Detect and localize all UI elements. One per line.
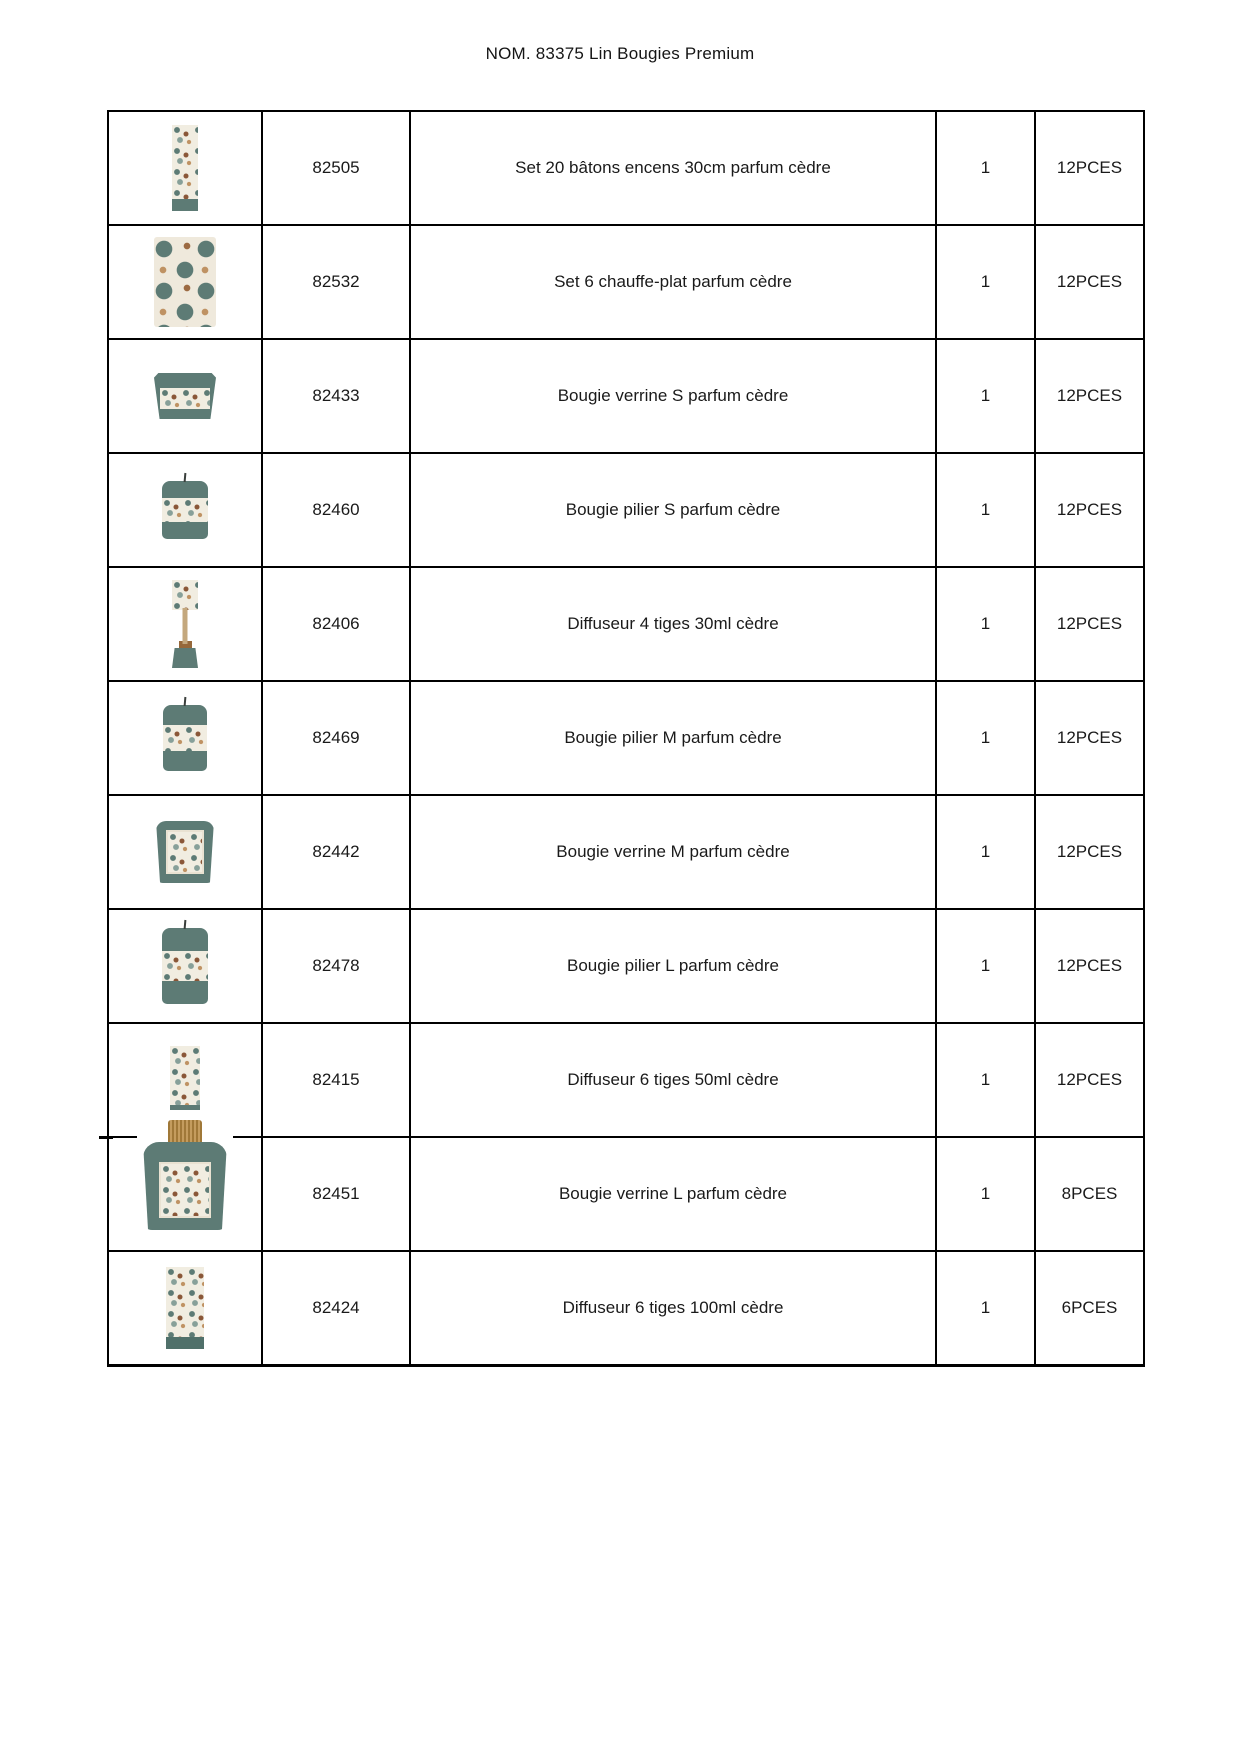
table-row xyxy=(108,567,1144,681)
product-packaging: 12PCES xyxy=(1035,795,1144,909)
product-packaging: 12PCES xyxy=(1035,225,1144,339)
product-image-part xyxy=(184,473,187,482)
product-image-part xyxy=(184,697,187,706)
product-packaging: 12PCES xyxy=(1035,339,1144,453)
product-image-tealight-set-box xyxy=(154,237,216,327)
product-image-part xyxy=(166,830,204,874)
product-image-part xyxy=(183,608,188,644)
product-image-reed-diffuser-30ml xyxy=(170,580,200,668)
product-image-cell xyxy=(108,1251,262,1366)
product-image-cell xyxy=(108,453,262,567)
product-packaging: 6PCES xyxy=(1035,1251,1144,1366)
product-quantity: 1 xyxy=(936,339,1035,453)
product-code: 82451 xyxy=(262,1137,410,1251)
product-description: Bougie pilier S parfum cèdre xyxy=(410,453,936,567)
product-description: Bougie verrine L parfum cèdre xyxy=(410,1137,936,1251)
product-image-verrine-jar-m xyxy=(156,821,214,883)
product-description: Diffuseur 6 tiges 50ml cèdre xyxy=(410,1023,936,1137)
product-image-cell xyxy=(108,681,262,795)
product-description: Bougie pilier L parfum cèdre xyxy=(410,909,936,1023)
product-image-diffuser-box-50ml xyxy=(170,1046,200,1114)
product-code: 82532 xyxy=(262,225,410,339)
product-code: 82433 xyxy=(262,339,410,453)
table-row xyxy=(108,795,1144,909)
product-image-cell xyxy=(108,909,262,1023)
product-code: 82478 xyxy=(262,909,410,1023)
product-image-part xyxy=(184,920,187,929)
table-row xyxy=(108,1137,1144,1251)
product-image-cell xyxy=(108,111,262,225)
product-image-part xyxy=(160,388,210,409)
product-table xyxy=(107,110,1145,1367)
product-quantity: 1 xyxy=(936,453,1035,567)
product-image-pillar-candle-l xyxy=(162,928,208,1004)
product-code: 82424 xyxy=(262,1251,410,1366)
product-quantity: 1 xyxy=(936,909,1035,1023)
product-quantity: 1 xyxy=(936,225,1035,339)
product-quantity: 1 xyxy=(936,1023,1035,1137)
table-body xyxy=(108,111,1144,1366)
product-image-cell xyxy=(108,567,262,681)
product-image-verrine-jar-s xyxy=(154,373,216,419)
product-packaging: 12PCES xyxy=(1035,681,1144,795)
product-image-part xyxy=(172,580,198,610)
product-code: 82406 xyxy=(262,567,410,681)
product-image-part xyxy=(172,648,198,668)
product-packaging: 8PCES xyxy=(1035,1137,1144,1251)
product-image-incense-sticks-box xyxy=(172,125,198,211)
product-packaging: 12PCES xyxy=(1035,567,1144,681)
product-packaging: 12PCES xyxy=(1035,111,1144,225)
table-row xyxy=(108,1251,1144,1366)
product-packaging: 12PCES xyxy=(1035,1023,1144,1137)
product-image-part xyxy=(159,1162,211,1218)
product-quantity: 1 xyxy=(936,681,1035,795)
product-description: Diffuseur 4 tiges 30ml cèdre xyxy=(410,567,936,681)
product-image-part xyxy=(166,1337,204,1349)
product-description: Bougie verrine S parfum cèdre xyxy=(410,339,936,453)
product-description: Bougie pilier M parfum cèdre xyxy=(410,681,936,795)
product-quantity: 1 xyxy=(936,1251,1035,1366)
product-image-part xyxy=(168,1120,202,1144)
product-packaging: 12PCES xyxy=(1035,453,1144,567)
product-quantity: 1 xyxy=(936,111,1035,225)
table-row xyxy=(108,225,1144,339)
table-row xyxy=(108,111,1144,225)
product-description: Diffuseur 6 tiges 100ml cèdre xyxy=(410,1251,936,1366)
table-row xyxy=(108,681,1144,795)
table-row xyxy=(108,1023,1144,1137)
page-title: NOM. 83375 Lin Bougies Premium xyxy=(485,44,755,63)
product-image-pillar-candle-m xyxy=(163,705,207,771)
product-image-part xyxy=(162,498,208,521)
product-description: Bougie verrine M parfum cèdre xyxy=(410,795,936,909)
product-image-part xyxy=(163,725,207,751)
table-row xyxy=(108,909,1144,1023)
product-code: 82505 xyxy=(262,111,410,225)
product-image-cell xyxy=(108,795,262,909)
table-row xyxy=(108,339,1144,453)
product-image-cell xyxy=(108,225,262,339)
product-image-part xyxy=(162,951,208,981)
product-code: 82469 xyxy=(262,681,410,795)
product-image-pillar-candle-s xyxy=(162,481,208,539)
table-row xyxy=(108,453,1144,567)
product-image-diffuser-box-100ml xyxy=(166,1267,204,1349)
product-description: Set 20 bâtons encens 30cm parfum cèdre xyxy=(410,111,936,225)
product-image-cell xyxy=(108,339,262,453)
product-code: 82442 xyxy=(262,795,410,909)
product-quantity: 1 xyxy=(936,567,1035,681)
product-image-verrine-jar-l xyxy=(137,1110,233,1242)
product-code: 82460 xyxy=(262,453,410,567)
product-description: Set 6 chauffe-plat parfum cèdre xyxy=(410,225,936,339)
product-quantity: 1 xyxy=(936,1137,1035,1251)
product-packaging: 12PCES xyxy=(1035,909,1144,1023)
product-code: 82415 xyxy=(262,1023,410,1137)
product-image-part xyxy=(172,199,198,211)
product-image-cell xyxy=(108,1137,262,1251)
product-quantity: 1 xyxy=(936,795,1035,909)
